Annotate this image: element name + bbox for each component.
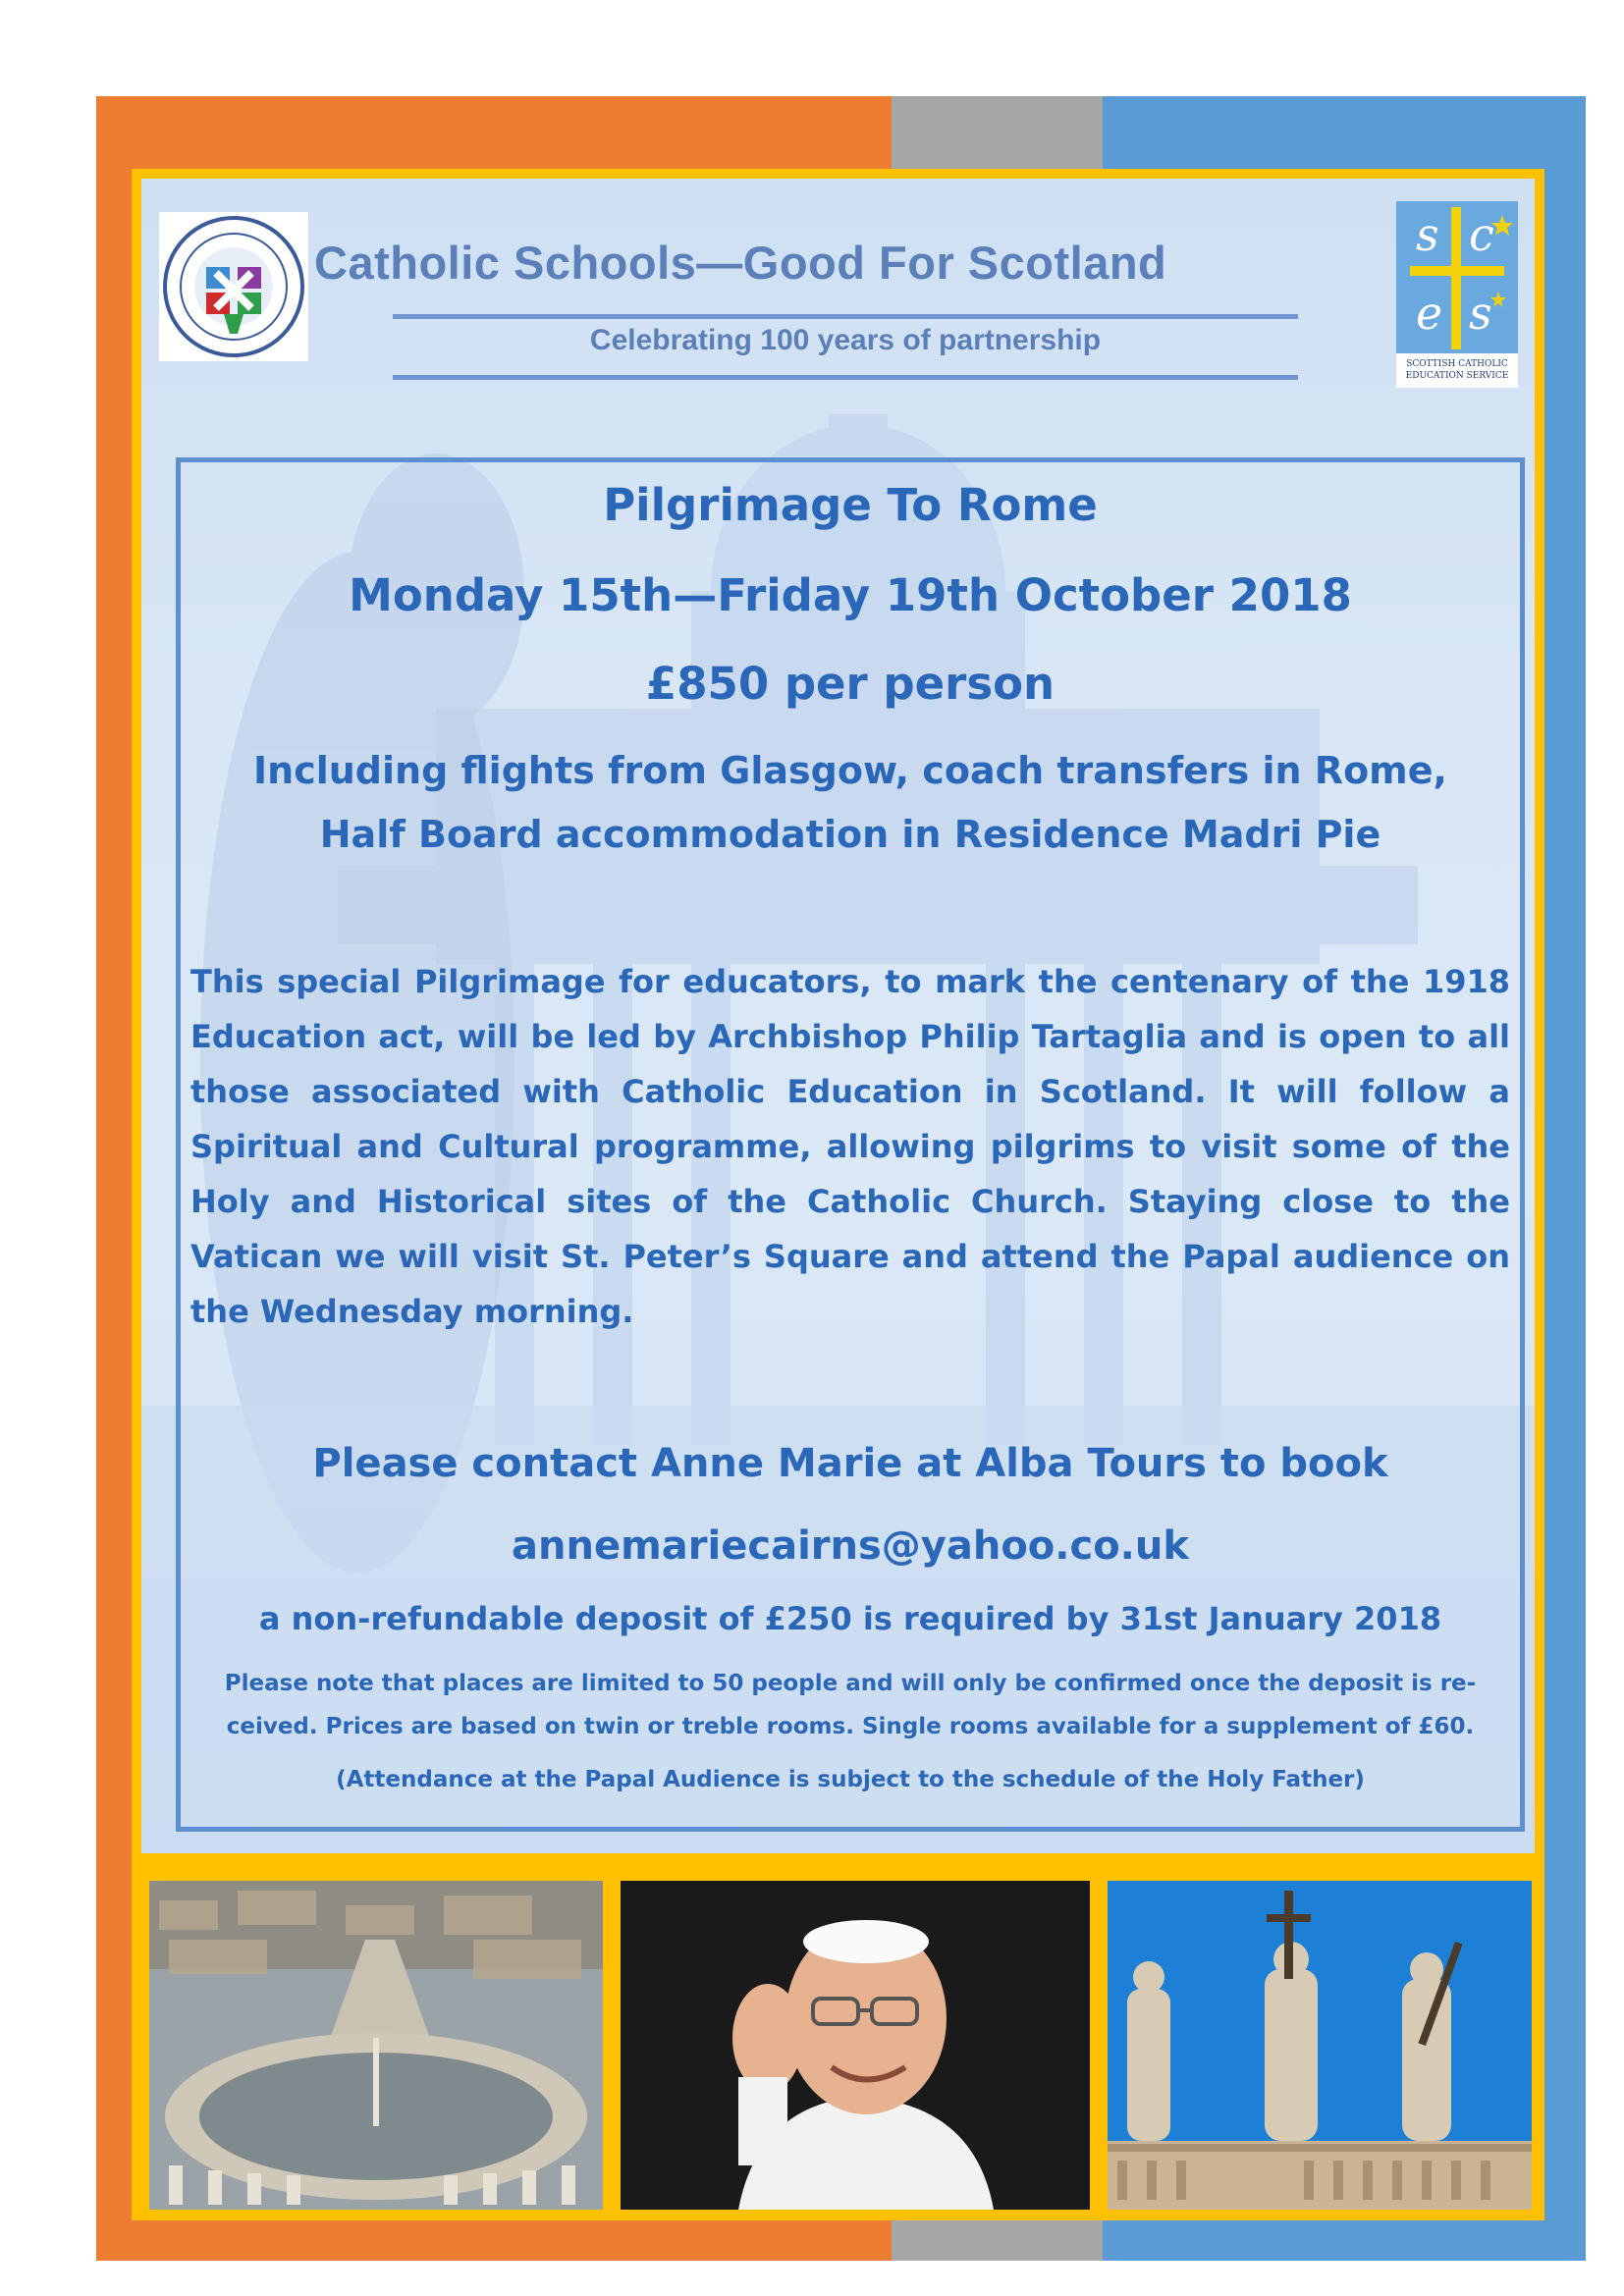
svg-text:e: e <box>1416 287 1443 340</box>
event-title: Pilgrimage To Rome <box>603 479 1098 531</box>
event-price: £850 per person <box>645 658 1056 710</box>
svg-text:c: c <box>1469 208 1494 261</box>
sces-logo-text: SCOTTISH CATHOLIC EDUCATION SERVICE <box>1405 359 1509 381</box>
colonnade-statues-photo <box>1108 1881 1532 2210</box>
svg-text:s: s <box>1416 208 1439 261</box>
header-rule-bottom <box>393 375 1298 380</box>
inclusions-line-1: Including flights from Glasgow, coach transfers in Rome, <box>253 749 1447 792</box>
inclusions-line-2: Half Board accommodation in Residence Madri Pie <box>319 813 1381 856</box>
header-rule-top <box>393 314 1298 319</box>
header-title: Catholic Schools—Good For Scotland <box>314 237 1167 289</box>
note-line-2: ceived. Prices are based on twin or treble rooms. Single rooms available for a supplement of £60. <box>226 1714 1475 1739</box>
pope-waving-photo <box>621 1881 1090 2210</box>
scottish-catholic-education-service-logo-icon <box>1396 201 1518 353</box>
note-line-3: (Attendance at the Papal Audience is subject to the schedule of the Holy Father) <box>336 1767 1365 1792</box>
st-peters-square-photo <box>149 1881 603 2210</box>
event-dates: Monday 15th—Friday 19th October 2018 <box>349 569 1352 621</box>
header-subtitle: Celebrating 100 years of partnership <box>589 324 1102 356</box>
description-paragraph: This special Pilgrimage for educators, to mark the centenary of the 1918 Education act, will be led by Archbishop Philip Tartaglia and is open to all those associated with Catholic Education in Scotland. It will follow a Spiritual and Cultural programme, allowing pilgrims to visit some of the Holy and Historical sites of the Catholic Church. Staying close to the Vatican we will visit St. Peter’s Square and attend the Papal audience on the Wednesday morning. <box>190 963 1510 1330</box>
contact-line: Please contact Anne Marie at Alba Tours to book <box>312 1441 1388 1486</box>
svg-text:s: s <box>1469 287 1492 340</box>
catholic-schools-logo-icon <box>159 212 308 361</box>
deposit-notice: a non-refundable deposit of £250 is required by 31st January 2018 <box>258 1600 1442 1637</box>
contact-email[interactable]: annemariecairns@yahoo.co.uk <box>512 1523 1189 1569</box>
note-line-1: Please note that places are limited to 50 people and will only be confirmed once the deposit is re- <box>224 1671 1477 1696</box>
sces-logo <box>1396 201 1518 388</box>
catholic-schools-logo <box>159 212 308 361</box>
